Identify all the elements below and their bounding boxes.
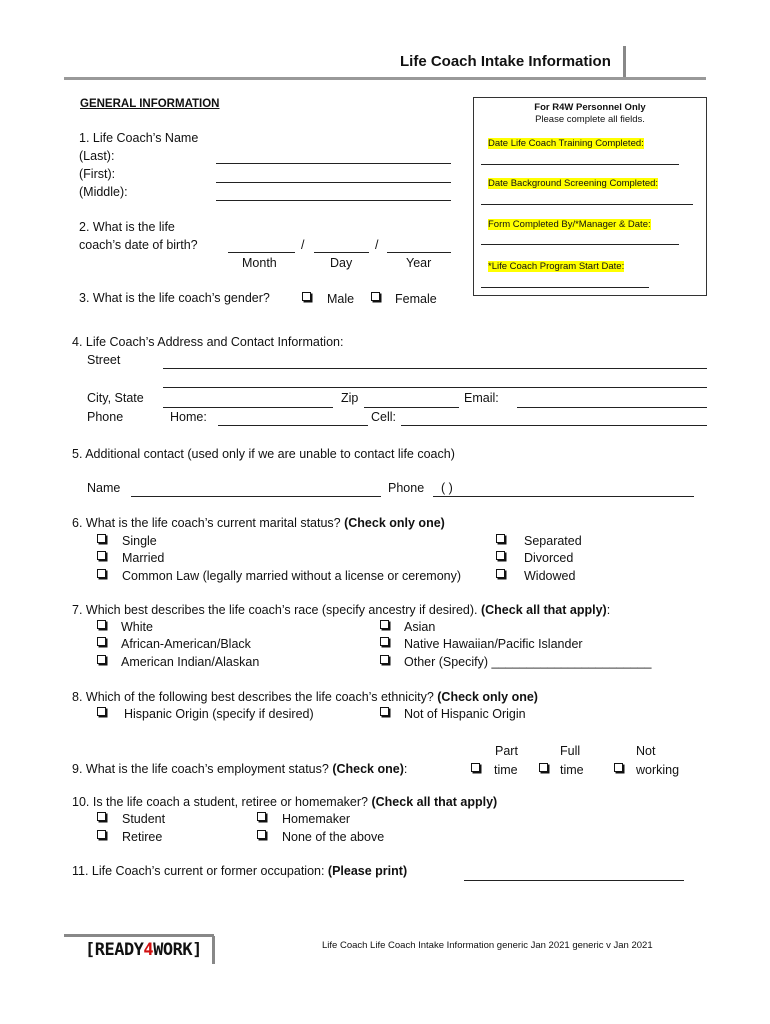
title-underline xyxy=(64,77,706,80)
ethnicity-hispanic-checkbox[interactable] xyxy=(97,707,106,716)
date-slash: / xyxy=(301,238,305,252)
home-phone-label: Home: xyxy=(170,410,207,424)
year-caption: Year xyxy=(406,256,432,270)
q8-label xyxy=(72,690,538,705)
race-white-label: White xyxy=(121,620,153,634)
employment-part-time-label: time xyxy=(494,763,518,777)
employment-part-time-checkbox[interactable] xyxy=(471,763,480,772)
q6-label xyxy=(72,516,445,531)
contact-phone-label: Phone xyxy=(388,481,425,495)
q8-instruction: (Check only one) xyxy=(437,690,538,704)
city-state-label: City, State xyxy=(87,391,144,405)
training-date-label: Date Life Coach Training Completed: xyxy=(488,138,644,149)
q8-question: 8. Which of the following best describes the life coach’s ethnicity? xyxy=(72,690,438,704)
phone-label: Phone xyxy=(87,410,124,424)
birth-year-field[interactable] xyxy=(387,252,451,253)
contact-name-label: Name xyxy=(87,481,121,495)
q11-instruction: (Please print) xyxy=(327,864,408,878)
birth-month-field[interactable] xyxy=(228,252,295,253)
completed-by-label: Form Completed By/*Manager & Date: xyxy=(488,219,651,230)
race-other-checkbox[interactable] xyxy=(380,655,389,664)
race-black-checkbox[interactable] xyxy=(97,637,106,646)
gender-female-label: Female xyxy=(395,292,437,306)
ethnicity-not-hispanic-checkbox[interactable] xyxy=(380,707,389,716)
race-other-label: Other (Specify) _______________________ xyxy=(404,655,652,669)
gender-male-checkbox[interactable] xyxy=(302,292,311,301)
q6-question: 6. What is the life coach’s current marital status? xyxy=(72,516,345,530)
marital-separated-checkbox[interactable] xyxy=(496,534,505,543)
occupation-field[interactable] xyxy=(464,880,684,881)
program-start-field[interactable] xyxy=(481,287,649,288)
background-date-field[interactable] xyxy=(481,204,693,205)
race-pacific-islander-checkbox[interactable] xyxy=(380,637,389,646)
street-field-line2[interactable] xyxy=(163,387,707,388)
logo-four-text: 4 xyxy=(143,940,154,960)
q1-label: 1. Life Coach’s Name xyxy=(79,131,199,145)
retiree-checkbox[interactable] xyxy=(97,830,106,839)
marital-married-checkbox[interactable] xyxy=(97,551,106,560)
program-start-label: *Life Coach Program Start Date: xyxy=(488,261,625,272)
employment-full-time-checkbox[interactable] xyxy=(539,763,548,772)
q9-instruction: (Check one) xyxy=(332,762,404,776)
title-vertical-rule xyxy=(623,46,626,78)
marital-widowed-label: Widowed xyxy=(524,569,576,583)
zip-label: Zip xyxy=(341,391,359,405)
race-american-indian-label: American Indian/Alaskan xyxy=(121,655,260,669)
student-label: Student xyxy=(122,812,166,826)
footer-text: Life Coach Life Coach Intake Information generic Jan 2021 generic v Jan 2021 xyxy=(322,940,653,951)
footer-rule xyxy=(64,934,214,937)
q7-colon: : xyxy=(606,603,611,617)
race-asian-label: Asian xyxy=(404,620,436,634)
student-checkbox[interactable] xyxy=(97,812,106,821)
marital-single-checkbox[interactable] xyxy=(97,534,106,543)
q4-label: 4. Life Coach’s Address and Contact Information: xyxy=(72,335,344,349)
q10-label xyxy=(72,795,497,810)
employment-full-time-label: time xyxy=(560,763,584,777)
day-caption: Day xyxy=(330,256,353,270)
marital-single-label: Single xyxy=(122,534,157,548)
zip-field[interactable] xyxy=(364,407,459,408)
q1-middle-label: (Middle): xyxy=(79,185,128,199)
birth-day-field[interactable] xyxy=(314,252,369,253)
r4w-box-title: For R4W Personnel Only xyxy=(534,102,646,113)
q7-label xyxy=(72,603,610,618)
contact-name-field[interactable] xyxy=(131,496,381,497)
cell-phone-label: Cell: xyxy=(371,410,397,424)
q2-label-line1: 2. What is the life xyxy=(79,220,175,234)
retiree-label: Retiree xyxy=(122,830,163,844)
q11-question: 11. Life Coach’s current or former occupation: xyxy=(72,864,328,878)
marital-common-law-label: Common Law (legally married without a license or ceremony) xyxy=(122,569,462,583)
background-date-label: Date Background Screening Completed: xyxy=(488,178,659,189)
employment-full-caption: Full xyxy=(560,744,581,758)
date-slash: / xyxy=(375,238,379,252)
contact-phone-field[interactable] xyxy=(433,496,694,497)
gender-female-checkbox[interactable] xyxy=(371,292,380,301)
marital-married-label: Married xyxy=(122,551,165,565)
none-of-above-label: None of the above xyxy=(282,830,385,844)
month-caption: Month xyxy=(242,256,277,270)
race-black-label: African-American/Black xyxy=(121,637,251,651)
race-pacific-islander-label: Native Hawaiian/Pacific Islander xyxy=(404,637,583,651)
home-phone-field[interactable] xyxy=(218,425,368,426)
contact-phone-area: ( ) xyxy=(441,481,453,495)
employment-not-caption: Not xyxy=(636,744,656,758)
street-label: Street xyxy=(87,353,121,367)
training-date-field[interactable] xyxy=(481,164,679,165)
q3-label: 3. What is the life coach’s gender? xyxy=(79,291,270,305)
city-state-field[interactable] xyxy=(163,407,333,408)
ready4work-logo xyxy=(85,940,202,960)
ethnicity-not-hispanic-label: Not of Hispanic Origin xyxy=(404,707,526,721)
r4w-box-subtitle: Please complete all fields. xyxy=(535,114,645,125)
marital-divorced-checkbox[interactable] xyxy=(496,551,505,560)
email-field[interactable] xyxy=(517,407,707,408)
employment-part-caption: Part xyxy=(495,744,518,758)
race-white-checkbox[interactable] xyxy=(97,620,106,629)
logo-work-text: WORK] xyxy=(153,940,202,960)
q9-question: 9. What is the life coach’s employment status? xyxy=(72,762,333,776)
last-name-field[interactable] xyxy=(216,163,451,164)
marital-common-law-checkbox[interactable] xyxy=(97,569,106,578)
email-label: Email: xyxy=(464,391,499,405)
q1-last-label: (Last): xyxy=(79,149,115,163)
q5-label: 5. Additional contact (used only if we are unable to contact life coach) xyxy=(72,447,455,461)
ethnicity-hispanic-label: Hispanic Origin (specify if desired) xyxy=(124,707,314,721)
q7-question: 7. Which best describes the life coach’s race (specify ancestry if desired). xyxy=(72,603,481,617)
middle-name-field[interactable] xyxy=(216,200,451,201)
q9-label xyxy=(72,762,407,777)
employment-not-working-checkbox[interactable] xyxy=(614,763,623,772)
marital-widowed-checkbox[interactable] xyxy=(496,569,505,578)
marital-divorced-label: Divorced xyxy=(524,551,574,565)
q1-first-label: (First): xyxy=(79,167,116,181)
footer-vertical-rule xyxy=(212,936,215,964)
race-american-indian-checkbox[interactable] xyxy=(97,655,106,664)
first-name-field[interactable] xyxy=(216,182,451,183)
homemaker-checkbox[interactable] xyxy=(257,812,266,821)
q11-label xyxy=(72,864,407,879)
q9-colon: : xyxy=(403,762,408,776)
street-field[interactable] xyxy=(163,368,707,369)
q6-instruction: (Check only one) xyxy=(344,516,445,530)
race-asian-checkbox[interactable] xyxy=(380,620,389,629)
section-heading-general: GENERAL INFORMATION xyxy=(80,98,220,110)
marital-separated-label: Separated xyxy=(524,534,582,548)
page-title: Life Coach Intake Information xyxy=(400,53,611,70)
q2-label-line2: coach’s date of birth? xyxy=(79,238,198,252)
homemaker-label: Homemaker xyxy=(282,812,351,826)
q7-instruction: (Check all that apply) xyxy=(480,603,607,617)
cell-phone-field[interactable] xyxy=(401,425,707,426)
completed-by-field[interactable] xyxy=(481,244,679,245)
q10-question: 10. Is the life coach a student, retiree or homemaker? xyxy=(72,795,372,809)
employment-not-working-label: working xyxy=(636,763,680,777)
logo-ready-text: [READY xyxy=(85,940,144,960)
gender-male-label: Male xyxy=(327,292,355,306)
q10-instruction: (Check all that apply) xyxy=(371,795,498,809)
none-of-above-checkbox[interactable] xyxy=(257,830,266,839)
